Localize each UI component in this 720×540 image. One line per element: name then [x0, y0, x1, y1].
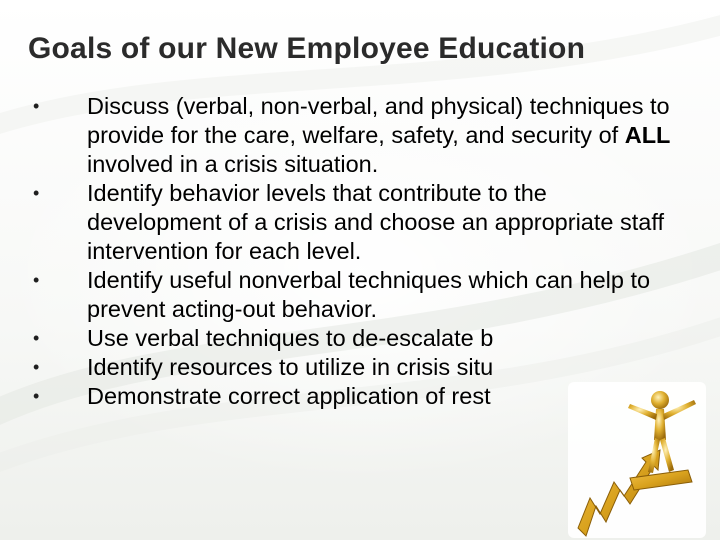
- bullet-marker: •: [33, 357, 40, 377]
- bullet-item: [0, 92, 720, 179]
- bullet-marker: •: [33, 270, 40, 290]
- bullet-text: Use verbal techniques to de-escalate b: [87, 325, 494, 351]
- bullet-marker: •: [33, 183, 40, 203]
- slide-title: Goals of our New Employee Education: [28, 32, 586, 65]
- bullet-emphasis: ALL: [624, 122, 671, 148]
- bullet-text-part: Discuss (verbal, non-verbal, and physical) techniques to provide for the care, welfare, safety, and security of: [87, 93, 670, 148]
- goals-bullet-list: [0, 92, 720, 411]
- bullet-marker: •: [33, 96, 40, 116]
- bullet-text: Identify useful nonverbal techniques which can help to prevent acting-out behavior.: [87, 267, 651, 322]
- bullet-text: Identify behavior levels that contribute to the development of a crisis and choose an appropriate staff intervention for each level.: [87, 180, 664, 264]
- bullet-item: [0, 179, 720, 266]
- bullet-text-part: involved in a crisis situation.: [87, 151, 379, 177]
- bullet-text: Demonstrate correct application of rest: [87, 383, 491, 409]
- bullet-item: [0, 324, 720, 353]
- bullet-text: [87, 92, 687, 179]
- bullet-marker: •: [33, 328, 40, 348]
- bullet-text: Identify resources to utilize in crisis situ: [87, 354, 494, 380]
- bullet-marker: •: [33, 386, 40, 406]
- gold-figure-on-rising-arrow-icon: [560, 378, 710, 538]
- bullet-item: [0, 266, 720, 324]
